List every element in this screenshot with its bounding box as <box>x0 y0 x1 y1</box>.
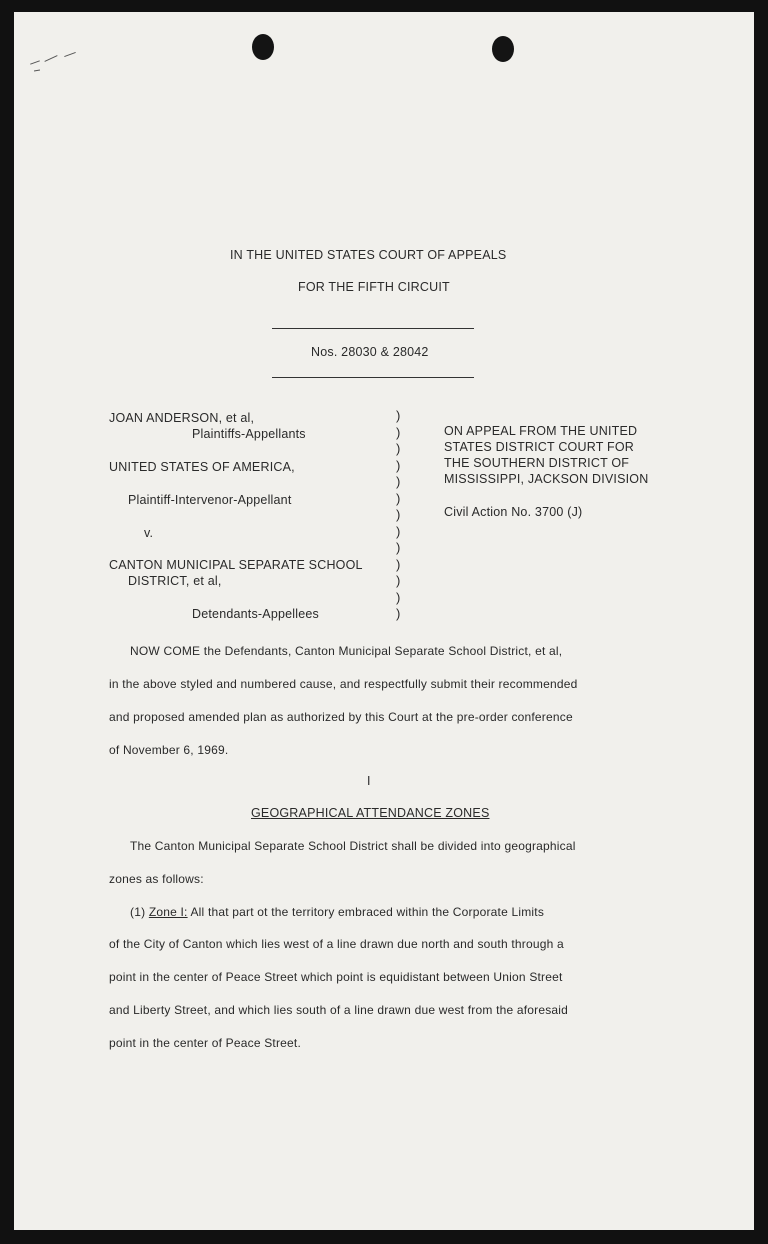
paren: ) <box>396 474 401 489</box>
paren: ) <box>396 490 401 506</box>
party-defendants-role: Detendants-Appellees <box>192 607 319 621</box>
zone-1-line-3: point in the center of Peace Street which point is equidistant between Union Street <box>109 970 563 984</box>
intro-line-1: NOW COME the Defendants, Canton Municipal Separate School District, et al, <box>130 644 563 658</box>
paren: ) <box>396 408 401 423</box>
stray-mark <box>30 60 40 64</box>
paren: ) <box>396 507 401 522</box>
zone-1-first-line <box>130 905 544 919</box>
paren: ) <box>396 457 401 473</box>
stray-mark <box>44 55 57 62</box>
party-defendants-cont: DISTRICT, et al, <box>128 574 222 588</box>
section-number: I <box>367 774 371 788</box>
appeal-line-1: ON APPEAL FROM THE UNITED <box>444 424 638 438</box>
zone-label: Zone I: <box>148 905 188 919</box>
court-name: IN THE UNITED STATES COURT OF APPEALS <box>230 248 507 262</box>
paren: ) <box>396 540 401 555</box>
zone-1-line-4: and Liberty Street, and which lies south of a line drawn due west from the aforesaid <box>109 1003 569 1017</box>
circuit-name: FOR THE FIFTH CIRCUIT <box>298 280 450 294</box>
paren: ) <box>396 589 401 605</box>
caption-parens <box>396 408 400 623</box>
stray-mark <box>34 69 40 71</box>
party-intervenor: UNITED STATES OF AMERICA, <box>109 460 295 474</box>
document-page <box>14 12 754 1230</box>
paren: ) <box>396 556 401 572</box>
case-numbers: Nos. 28030 & 28042 <box>311 345 429 359</box>
civil-action-number: Civil Action No. 3700 (J) <box>444 505 583 519</box>
zone-number: (1) <box>130 905 146 919</box>
zone-1-line-2: of the City of Canton which lies west of a line drawn due north and south through a <box>109 937 564 951</box>
paren: ) <box>396 424 401 440</box>
intro-line-3: and proposed amended plan as authorized by this Court at the pre-order conference <box>109 710 573 724</box>
stray-mark <box>64 52 76 57</box>
paren: ) <box>396 523 401 539</box>
party-defendants: CANTON MUNICIPAL SEPARATE SCHOOL <box>109 558 363 572</box>
party-intervenor-role: Plaintiff-Intervenor-Appellant <box>128 493 292 507</box>
divider-bottom <box>272 377 474 378</box>
paren: ) <box>396 606 401 621</box>
versus: v. <box>144 526 154 540</box>
appeal-line-2: STATES DISTRICT COURT FOR <box>444 440 634 454</box>
intro-line-4: of November 6, 1969. <box>109 743 229 757</box>
zones-intro-line-1: The Canton Municipal Separate School District shall be divided into geographical <box>130 839 576 853</box>
paren: ) <box>396 441 401 456</box>
party-plaintiffs: JOAN ANDERSON, et al, <box>109 411 255 425</box>
intro-line-2: in the above styled and numbered cause, and respectfully submit their recommended <box>109 677 578 691</box>
divider-top <box>272 328 474 329</box>
paren: ) <box>396 573 401 588</box>
zone-1-line-5: point in the center of Peace Street. <box>109 1036 301 1050</box>
punch-hole-left <box>252 34 274 60</box>
party-plaintiffs-role: Plaintiffs-Appellants <box>192 427 306 441</box>
section-heading: GEOGRAPHICAL ATTENDANCE ZONES <box>251 806 490 820</box>
appeal-line-3: THE SOUTHERN DISTRICT OF <box>444 456 630 470</box>
zone-line-1-text: All that part ot the territory embraced within the Corporate Limits <box>190 905 545 919</box>
zones-intro-line-2: zones as follows: <box>109 872 204 886</box>
appeal-line-4: MISSISSIPPI, JACKSON DIVISION <box>444 472 649 486</box>
punch-hole-right <box>492 36 514 62</box>
